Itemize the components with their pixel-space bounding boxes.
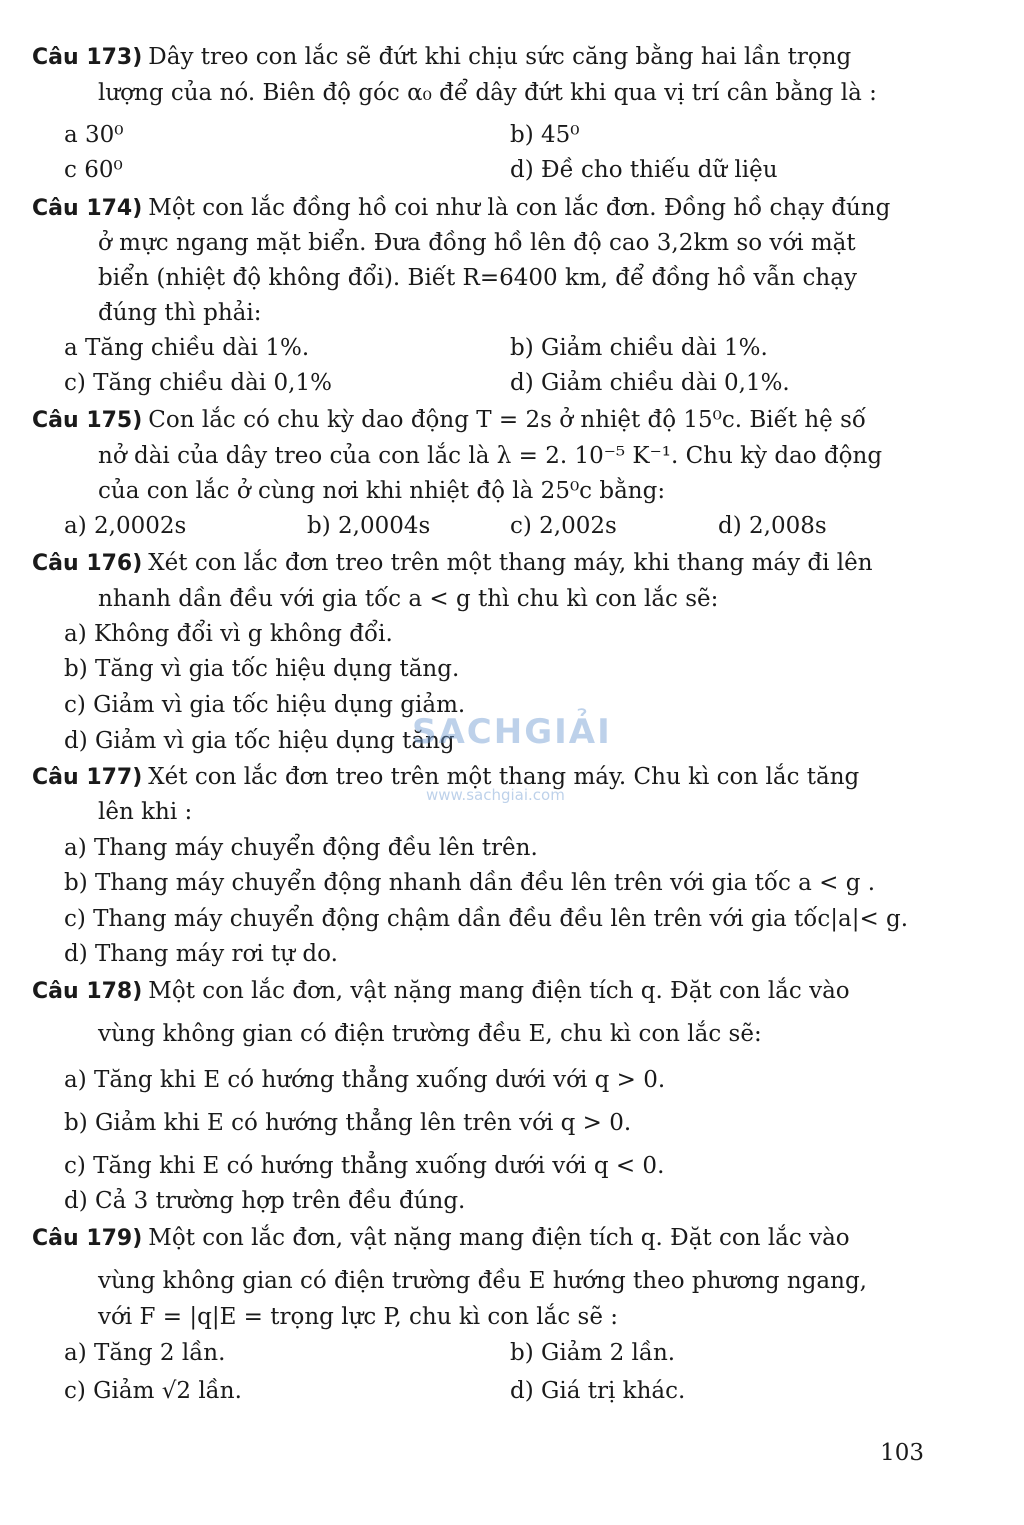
question-label: Câu 174)	[32, 196, 143, 221]
question-text: Xét con lắc đơn treo trên một thang máy. Chu kì con lắc tăng	[148, 764, 860, 790]
question-text: Dây treo con lắc sẽ đứt khi chịu sức căng bằng hai lần trọng	[148, 44, 852, 70]
question-text: biển (nhiệt độ không đổi). Biết R=6400 km, để đồng hồ vẫn chạy	[98, 265, 857, 291]
question-text: ở mực ngang mặt biển. Đưa đồng hồ lên độ cao 3,2km so với mặt	[98, 230, 856, 256]
page-number: 103	[880, 1440, 924, 1466]
option-b: b) Thang máy chuyển động nhanh dần đều lên trên với gia tốc a < g .	[64, 870, 876, 896]
option-a: a Tăng chiều dài 1%.	[64, 335, 310, 361]
question-text: của con lắc ở cùng nơi khi nhiệt độ là 25⁰c bằng:	[98, 478, 666, 504]
option-c: c 60⁰	[64, 157, 123, 183]
question-text: nở dài của dây treo của con lắc là λ = 2. 10⁻⁵ K⁻¹. Chu kỳ dao động	[98, 443, 883, 469]
question-174	[32, 193, 890, 224]
option-c: c) 2,002s	[510, 513, 617, 539]
option-b: b) Giảm khi E có hướng thẳng lên trên với q > 0.	[64, 1110, 632, 1136]
question-text: với F = |q|E = trọng lực P, chu kì con lắc sẽ :	[98, 1304, 619, 1330]
question-text: nhanh dần đều với gia tốc a < g thì chu kì con lắc sẽ:	[98, 586, 719, 612]
option-c: c) Tăng khi E có hướng thẳng xuống dưới với q < 0.	[64, 1153, 665, 1179]
watermark	[412, 712, 622, 812]
question-173	[32, 42, 851, 73]
question-text: Xét con lắc đơn treo trên một thang máy, khi thang máy đi lên	[148, 550, 873, 576]
question-text: vùng không gian có điện trường đều E, chu kì con lắc sẽ:	[98, 1021, 762, 1047]
question-text: Một con lắc đồng hồ coi như là con lắc đơn. Đồng hồ chạy đúng	[148, 195, 891, 221]
question-text: đúng thì phải:	[98, 300, 262, 326]
option-d: d) Đề cho thiếu dữ liệu	[510, 157, 778, 183]
question-176	[32, 548, 873, 579]
option-c: c) Thang máy chuyển động chậm dần đều đều lên trên với gia tốc|a|< g.	[64, 906, 909, 932]
watermark-logo: SACHGIẢI	[412, 712, 612, 752]
option-d: d) 2,008s	[718, 513, 827, 539]
option-a: a) 2,0002s	[64, 513, 187, 539]
option-c: c) Giảm vì gia tốc hiệu dụng giảm.	[64, 692, 466, 718]
question-label: Câu 173)	[32, 45, 143, 70]
option-b: b) 2,0004s	[307, 513, 431, 539]
question-text: lên khi :	[98, 799, 193, 825]
option-d: d) Giá trị khác.	[510, 1378, 686, 1404]
question-178	[32, 976, 850, 1007]
option-d: d) Thang máy rơi tự do.	[64, 941, 338, 967]
question-text: Một con lắc đơn, vật nặng mang điện tích q. Đặt con lắc vào	[148, 1225, 850, 1251]
watermark-url: www.sachgiai.com	[426, 786, 565, 804]
option-c: c) Giảm √2 lần.	[64, 1378, 242, 1404]
option-b: b) Tăng vì gia tốc hiệu dụng tăng.	[64, 656, 460, 682]
question-label: Câu 175)	[32, 408, 143, 433]
question-179	[32, 1223, 850, 1254]
option-a: a) Tăng khi E có hướng thẳng xuống dưới với q > 0.	[64, 1067, 666, 1093]
option-b: b) Giảm chiều dài 1%.	[510, 335, 768, 361]
question-label: Câu 177)	[32, 765, 143, 790]
option-a: a) Không đổi vì g không đổi.	[64, 621, 393, 647]
question-label: Câu 176)	[32, 551, 143, 576]
option-b: b) 45⁰	[510, 122, 580, 148]
question-text: Con lắc có chu kỳ dao động T = 2s ở nhiệt độ 15⁰c. Biết hệ số	[148, 407, 866, 433]
question-label: Câu 179)	[32, 1226, 143, 1251]
option-c: c) Tăng chiều dài 0,1%	[64, 370, 332, 396]
question-label: Câu 178)	[32, 979, 143, 1004]
option-b: b) Giảm 2 lần.	[510, 1340, 676, 1366]
question-text: Một con lắc đơn, vật nặng mang điện tích q. Đặt con lắc vào	[148, 978, 850, 1004]
option-a: a 30⁰	[64, 122, 124, 148]
option-a: a) Tăng 2 lần.	[64, 1340, 226, 1366]
option-d: d) Giảm vì gia tốc hiệu dụng tăng	[64, 728, 455, 754]
option-d: d) Giảm chiều dài 0,1%.	[510, 370, 790, 396]
question-175	[32, 405, 866, 436]
option-a: a) Thang máy chuyển động đều lên trên.	[64, 835, 538, 861]
question-text: lượng của nó. Biên độ góc α₀ để dây đứt khi qua vị trí cân bằng là :	[98, 80, 877, 106]
option-d: d) Cả 3 trường hợp trên đều đúng.	[64, 1188, 466, 1214]
question-text: vùng không gian có điện trường đều E hướng theo phương ngang,	[98, 1268, 867, 1294]
